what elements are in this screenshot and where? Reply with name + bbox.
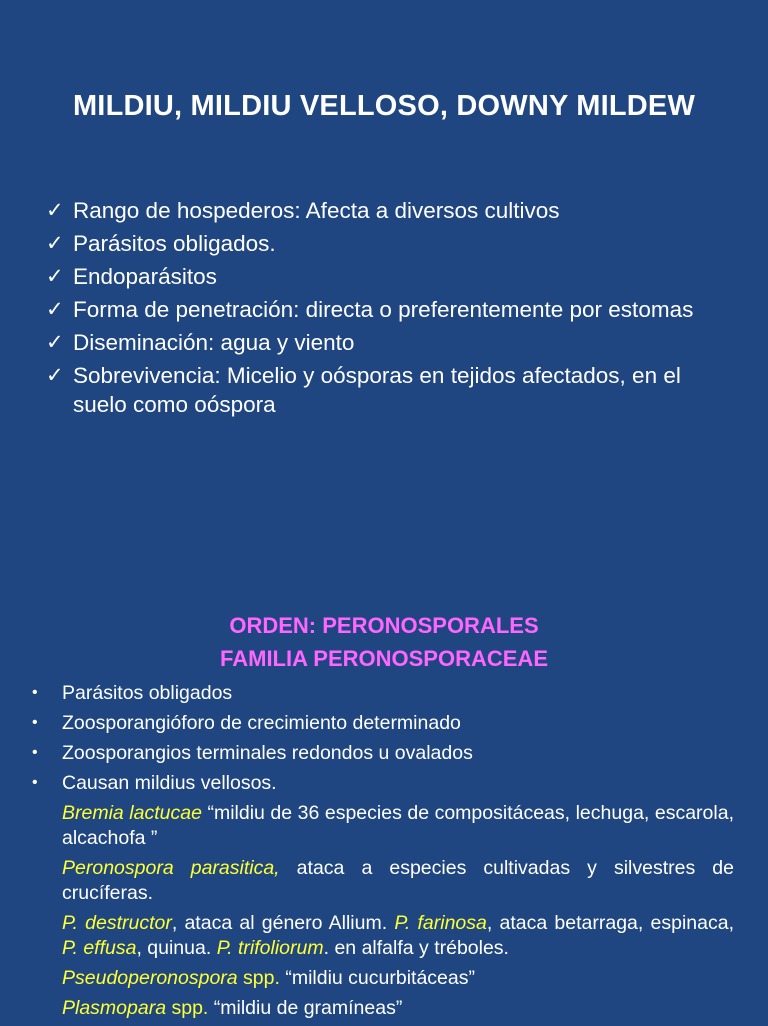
species-text: , quinua. bbox=[136, 937, 217, 959]
species-text: , ataca betarraga, espinaca, bbox=[486, 912, 734, 934]
check-item bbox=[46, 328, 736, 357]
bullet-text: Zoosporangióforo de crecimiento determinado bbox=[62, 712, 461, 734]
bullet-text: Causan mildius vellosos. bbox=[62, 772, 277, 794]
species-suffix: spp. bbox=[237, 967, 280, 989]
checkmark-icon: ✓ bbox=[46, 199, 64, 222]
species-text: ataca a especies cultivadas y silvestres de crucíferas. bbox=[62, 857, 735, 904]
bullet-icon: • bbox=[32, 714, 38, 731]
check-item-text: Rango de hospederos: Afecta a diversos cultivos bbox=[73, 198, 560, 223]
bullet-item bbox=[30, 678, 740, 708]
check-item bbox=[46, 229, 736, 258]
bullet-item bbox=[30, 768, 740, 798]
check-item-text: Parásitos obligados. bbox=[73, 231, 276, 256]
species-name: P. effusa bbox=[62, 937, 137, 959]
species-name: P. destructor bbox=[62, 912, 172, 934]
slide-title: MILDIU, MILDIU VELLOSO, DOWNY MILDEW bbox=[72, 90, 696, 122]
species-text: . en alfalfa y tréboles. bbox=[323, 937, 509, 959]
species-paragraph bbox=[62, 856, 734, 906]
checkmark-icon: ✓ bbox=[46, 265, 64, 288]
check-list bbox=[46, 196, 736, 423]
check-item bbox=[46, 361, 736, 419]
species-name: P. trifoliorum bbox=[216, 937, 324, 959]
check-item-text: Endoparásitos bbox=[73, 264, 217, 289]
species-paragraph bbox=[62, 801, 734, 851]
species-name: P. farinosa bbox=[394, 912, 487, 934]
bullet-text: Parásitos obligados bbox=[62, 682, 233, 704]
bullet-icon: • bbox=[32, 744, 38, 761]
species-paragraph bbox=[62, 911, 734, 961]
bullet-icon: • bbox=[32, 774, 38, 791]
species-name: Bremia lactucae bbox=[62, 802, 202, 824]
order-heading bbox=[0, 609, 768, 675]
checkmark-icon: ✓ bbox=[46, 298, 64, 321]
check-item-text: Sobrevivencia: Micelio y oósporas en tejidos afectados, en el suelo como oóspora bbox=[73, 363, 681, 417]
species-paragraph bbox=[62, 966, 734, 991]
species-text: “mildiu de gramíneas” bbox=[208, 997, 403, 1019]
check-item bbox=[46, 262, 736, 291]
species-name: Pseudoperonospora bbox=[62, 967, 238, 989]
order-line: ORDEN: PERONOSPORALES bbox=[229, 613, 539, 638]
species-paragraph bbox=[62, 996, 734, 1021]
bullet-list bbox=[30, 678, 740, 798]
species-suffix: spp. bbox=[166, 997, 209, 1019]
bullet-icon: • bbox=[32, 684, 38, 701]
checkmark-icon: ✓ bbox=[46, 331, 64, 354]
check-item bbox=[46, 295, 736, 324]
check-item bbox=[46, 196, 736, 225]
bullet-item bbox=[30, 708, 740, 738]
family-line: FAMILIA PERONOSPORACEAE bbox=[220, 646, 548, 671]
species-text: “mildiu de 36 especies de compositáceas, lechuga, escarola, alcachofa ” bbox=[62, 802, 734, 849]
species-text: , ataca al género Allium. bbox=[171, 912, 395, 934]
species-block bbox=[62, 801, 734, 1026]
checkmark-icon: ✓ bbox=[46, 232, 64, 255]
checkmark-icon: ✓ bbox=[46, 364, 64, 387]
slide-bottom bbox=[0, 512, 768, 1024]
species-text: “mildiu cucurbitáceas” bbox=[279, 967, 475, 989]
check-item-text: Forma de penetración: directa o preferentemente por estomas bbox=[73, 297, 694, 322]
check-item-text: Diseminación: agua y viento bbox=[73, 330, 355, 355]
species-name: Plasmopara bbox=[62, 997, 167, 1019]
bullet-text: Zoosporangios terminales redondos u ovalados bbox=[62, 742, 473, 764]
species-name: Peronospora parasitica, bbox=[62, 857, 280, 879]
slide-top bbox=[0, 0, 768, 512]
bullet-item bbox=[30, 738, 740, 768]
